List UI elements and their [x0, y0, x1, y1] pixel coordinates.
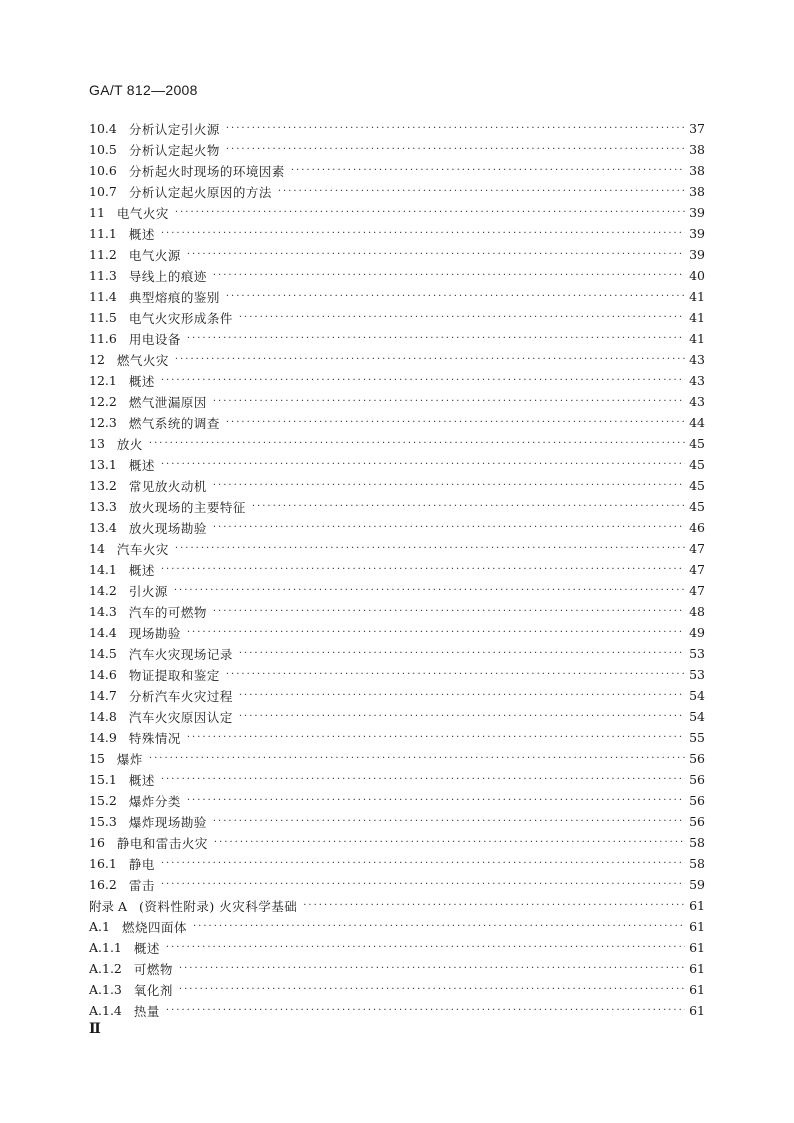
toc-entry-number: 16	[89, 835, 105, 850]
toc-entry-title: 雷击	[128, 877, 155, 893]
toc-entry-page: 53	[689, 667, 705, 682]
toc-entry-number: A.1	[89, 919, 110, 934]
toc-entry[interactable]	[89, 454, 705, 475]
toc-entry-page: 38	[689, 184, 705, 199]
toc-dot-leader	[213, 816, 685, 827]
toc-entry-title: 概述	[133, 940, 160, 956]
toc-entry-number: 10.5	[89, 142, 117, 157]
toc-entry-title: 引火源	[128, 583, 168, 599]
toc-entry[interactable]	[89, 160, 705, 181]
toc-entry-page: 45	[689, 436, 705, 451]
toc-entry-title: 燃气泄漏原因	[128, 394, 207, 410]
toc-dot-leader	[193, 921, 685, 932]
toc-entry-number: 11.6	[89, 331, 117, 346]
toc-entry-page: 45	[689, 499, 705, 514]
toc-entry-number: A.1.2	[89, 961, 122, 976]
toc-entry-number: 14.4	[89, 625, 117, 640]
toc-entry-page: 40	[689, 268, 705, 283]
toc-entry-number: 11.5	[89, 310, 117, 325]
toc-entry-title: 汽车的可燃物	[128, 604, 207, 620]
toc-entry-title: 燃气系统的调查	[128, 415, 220, 431]
toc-entry[interactable]	[89, 748, 705, 769]
toc-entry-title: 电气火灾形成条件	[128, 310, 233, 326]
toc-dot-leader	[214, 837, 685, 848]
toc-entry[interactable]	[89, 244, 705, 265]
toc-entry-number: 11.2	[89, 247, 117, 262]
toc-entry[interactable]	[89, 328, 705, 349]
toc-entry-title: 静电和雷击火灾	[116, 835, 208, 851]
toc-entry-page: 53	[689, 646, 705, 661]
toc-entry[interactable]	[89, 916, 705, 937]
toc-entry-number: 16.1	[89, 856, 117, 871]
toc-entry-page: 43	[689, 352, 705, 367]
toc-entry[interactable]	[89, 475, 705, 496]
toc-entry-title: 概述	[128, 562, 155, 578]
toc-entry-title: 放火现场的主要特征	[128, 499, 246, 515]
table-of-contents	[89, 118, 705, 1021]
toc-dot-leader	[278, 186, 685, 197]
toc-dot-leader	[187, 627, 685, 638]
toc-entry[interactable]	[89, 706, 705, 727]
toc-dot-leader	[213, 480, 685, 491]
toc-entry-title: 物证提取和鉴定	[128, 667, 220, 683]
toc-entry-title: 爆炸现场勘验	[128, 814, 207, 830]
toc-dot-leader	[161, 564, 685, 575]
toc-entry-page: 61	[689, 1003, 705, 1018]
toc-entry-page: 39	[689, 247, 705, 262]
toc-entry[interactable]	[89, 643, 705, 664]
toc-entry-page: 56	[689, 751, 705, 766]
toc-entry-number: 13.3	[89, 499, 117, 514]
toc-entry-title: 现场勘验	[128, 625, 181, 641]
toc-entry-title: 分析起火时现场的环境因素	[128, 163, 285, 179]
toc-entry-number: 16.2	[89, 877, 117, 892]
toc-entry-number: 14.2	[89, 583, 117, 598]
toc-entry-number: 11.3	[89, 268, 117, 283]
toc-dot-leader	[161, 858, 685, 869]
toc-entry-title: 放火现场勘验	[128, 520, 207, 536]
toc-dot-leader	[226, 291, 685, 302]
toc-entry-page: 48	[689, 604, 705, 619]
toc-entry[interactable]	[89, 181, 705, 202]
toc-entry-page: 61	[689, 898, 705, 913]
toc-entry-title: 汽车火灾现场记录	[128, 646, 233, 662]
toc-entry-number: A.1.4	[89, 1003, 122, 1018]
toc-entry[interactable]	[89, 517, 705, 538]
toc-dot-leader	[179, 984, 685, 995]
toc-entry[interactable]	[89, 853, 705, 874]
toc-entry-number: 15.3	[89, 814, 117, 829]
toc-dot-leader	[226, 417, 685, 428]
toc-dot-leader	[239, 648, 685, 659]
toc-entry[interactable]	[89, 874, 705, 895]
toc-dot-leader	[252, 501, 685, 512]
toc-dot-leader	[291, 165, 685, 176]
toc-entry-title: 热量	[133, 1003, 160, 1019]
toc-entry[interactable]	[89, 769, 705, 790]
toc-entry-title: 用电设备	[128, 331, 181, 347]
toc-entry-page: 56	[689, 793, 705, 808]
toc-entry-title: 特殊情况	[128, 730, 181, 746]
toc-entry-number: 14.3	[89, 604, 117, 619]
toc-entry[interactable]	[89, 685, 705, 706]
toc-entry-title: 汽车火灾原因认定	[128, 709, 233, 725]
toc-entry-page: 41	[689, 310, 705, 325]
toc-entry-number: 11.1	[89, 226, 117, 241]
toc-entry-title: 典型熔痕的鉴别	[128, 289, 220, 305]
toc-entry-page: 47	[689, 541, 705, 556]
toc-entry-page: 49	[689, 625, 705, 640]
toc-entry-page: 46	[689, 520, 705, 535]
toc-entry[interactable]	[89, 622, 705, 643]
toc-entry[interactable]	[89, 202, 705, 223]
toc-dot-leader	[213, 522, 685, 533]
toc-entry-number: 13.1	[89, 457, 117, 472]
toc-entry-page: 37	[689, 121, 705, 136]
toc-entry-title: 燃烧四面体	[121, 919, 187, 935]
toc-dot-leader	[187, 333, 685, 344]
toc-entry-title: 电气火灾	[116, 205, 169, 221]
toc-entry-title: 分析认定引火源	[128, 121, 220, 137]
toc-entry-page: 41	[689, 289, 705, 304]
toc-entry-page: 39	[689, 226, 705, 241]
toc-dot-leader	[226, 123, 685, 134]
toc-dot-leader	[161, 879, 685, 890]
toc-entry-title: 爆炸分类	[128, 793, 181, 809]
toc-entry-page: 55	[689, 730, 705, 745]
toc-entry[interactable]	[89, 559, 705, 580]
toc-dot-leader	[239, 690, 685, 701]
toc-entry-page: 47	[689, 562, 705, 577]
toc-entry[interactable]	[89, 727, 705, 748]
toc-entry[interactable]	[89, 580, 705, 601]
toc-entry-title: 静电	[128, 856, 155, 872]
toc-entry-number: 10.4	[89, 121, 117, 136]
toc-dot-leader	[239, 312, 685, 323]
toc-entry-number: 14.8	[89, 709, 117, 724]
toc-entry-number: 12.2	[89, 394, 117, 409]
toc-dot-leader	[303, 900, 685, 911]
toc-dot-leader	[179, 963, 685, 974]
toc-entry-title: 放火	[116, 436, 143, 452]
toc-entry-title: 电气火源	[128, 247, 181, 263]
toc-entry-number: 14.9	[89, 730, 117, 745]
toc-dot-leader	[226, 669, 685, 680]
toc-entry-title: 概述	[128, 226, 155, 242]
toc-entry-title: 导线上的痕迹	[128, 268, 207, 284]
toc-entry-page: 61	[689, 961, 705, 976]
toc-entry[interactable]	[89, 349, 705, 370]
toc-entry-number: 15	[89, 751, 105, 766]
toc-entry-title: 常见放火动机	[128, 478, 207, 494]
toc-dot-leader	[161, 459, 685, 470]
toc-entry-page: 45	[689, 478, 705, 493]
toc-entry-page: 61	[689, 940, 705, 955]
toc-entry-number: A.1.3	[89, 982, 122, 997]
toc-entry-number: 11.4	[89, 289, 117, 304]
toc-entry[interactable]	[89, 664, 705, 685]
toc-entry-page: 41	[689, 331, 705, 346]
toc-entry-number: 13.4	[89, 520, 117, 535]
toc-entry-title: 燃气火灾	[116, 352, 169, 368]
toc-entry-title: 概述	[128, 457, 155, 473]
toc-entry-page: 54	[689, 709, 705, 724]
toc-entry[interactable]	[89, 832, 705, 853]
toc-dot-leader	[175, 207, 685, 218]
toc-entry-page: 47	[689, 583, 705, 598]
toc-entry-page: 61	[689, 982, 705, 997]
toc-entry-title: 分析认定起火原因的方法	[128, 184, 272, 200]
toc-entry[interactable]	[89, 412, 705, 433]
toc-dot-leader	[175, 354, 685, 365]
toc-entry-number: 15.2	[89, 793, 117, 808]
toc-entry-page: 58	[689, 835, 705, 850]
toc-entry-title: 爆炸	[116, 751, 143, 767]
toc-entry-page: 56	[689, 814, 705, 829]
toc-entry-page: 38	[689, 163, 705, 178]
toc-entry[interactable]	[89, 895, 705, 916]
toc-entry-number: 12	[89, 352, 105, 367]
toc-entry-title: 分析认定起火物	[128, 142, 220, 158]
toc-entry-number: 14.1	[89, 562, 117, 577]
toc-entry[interactable]	[89, 1000, 705, 1021]
toc-entry[interactable]	[89, 811, 705, 832]
toc-entry-title: 概述	[128, 373, 155, 389]
toc-entry-number: 14.5	[89, 646, 117, 661]
toc-entry[interactable]	[89, 538, 705, 559]
toc-entry-page: 44	[689, 415, 705, 430]
toc-entry-page: 43	[689, 394, 705, 409]
toc-entry-title: 分析汽车火灾过程	[128, 688, 233, 704]
toc-entry[interactable]	[89, 307, 705, 328]
toc-dot-leader	[174, 585, 685, 596]
toc-entry[interactable]	[89, 790, 705, 811]
toc-entry-number: 13	[89, 436, 105, 451]
toc-entry-number: A.1.1	[89, 940, 122, 955]
toc-entry-page: 45	[689, 457, 705, 472]
document-code-header: GA/T 812—2008	[89, 82, 198, 98]
page-number-footer: Ⅱ	[89, 1022, 101, 1037]
toc-dot-leader	[161, 774, 685, 785]
toc-entry-number: 10.6	[89, 163, 117, 178]
toc-entry-number: 11	[89, 205, 105, 220]
toc-dot-leader	[166, 942, 685, 953]
toc-entry-number: 12.3	[89, 415, 117, 430]
toc-entry-page: 59	[689, 877, 705, 892]
toc-entry[interactable]	[89, 391, 705, 412]
toc-entry-number: 附录 A	[89, 898, 128, 914]
toc-entry[interactable]	[89, 601, 705, 622]
toc-dot-leader	[226, 144, 685, 155]
toc-dot-leader	[187, 732, 685, 743]
toc-dot-leader	[213, 270, 685, 281]
toc-entry[interactable]	[89, 286, 705, 307]
toc-entry-page: 58	[689, 856, 705, 871]
toc-entry[interactable]	[89, 370, 705, 391]
toc-entry-page: 38	[689, 142, 705, 157]
toc-entry-title: (资料性附录) 火灾科学基础	[139, 898, 298, 914]
toc-entry[interactable]	[89, 139, 705, 160]
toc-entry[interactable]	[89, 118, 705, 139]
toc-entry[interactable]	[89, 496, 705, 517]
toc-entry[interactable]	[89, 265, 705, 286]
toc-entry[interactable]	[89, 223, 705, 244]
toc-entry-page: 61	[689, 919, 705, 934]
toc-entry-page: 56	[689, 772, 705, 787]
toc-entry-number: 13.2	[89, 478, 117, 493]
toc-entry-title: 汽车火灾	[116, 541, 169, 557]
toc-entry-title: 可燃物	[133, 961, 173, 977]
toc-entry[interactable]	[89, 958, 705, 979]
toc-entry-page: 43	[689, 373, 705, 388]
toc-entry-page: 39	[689, 205, 705, 220]
toc-dot-leader	[175, 543, 685, 554]
toc-entry-title: 概述	[128, 772, 155, 788]
toc-entry-number: 12.1	[89, 373, 117, 388]
toc-dot-leader	[187, 795, 685, 806]
toc-dot-leader	[213, 606, 685, 617]
toc-entry-number: 10.7	[89, 184, 117, 199]
toc-entry[interactable]	[89, 937, 705, 958]
toc-entry[interactable]	[89, 979, 705, 1000]
toc-dot-leader	[149, 753, 685, 764]
toc-dot-leader	[149, 438, 685, 449]
toc-entry-title: 氧化剂	[133, 982, 173, 998]
toc-dot-leader	[213, 396, 685, 407]
toc-entry-number: 14	[89, 541, 105, 556]
toc-entry-page: 54	[689, 688, 705, 703]
toc-dot-leader	[187, 249, 685, 260]
toc-dot-leader	[166, 1005, 685, 1016]
toc-entry-number: 14.7	[89, 688, 117, 703]
toc-dot-leader	[161, 375, 685, 386]
toc-entry-number: 14.6	[89, 667, 117, 682]
toc-dot-leader	[239, 711, 685, 722]
toc-dot-leader	[161, 228, 685, 239]
toc-entry[interactable]	[89, 433, 705, 454]
toc-entry-number: 15.1	[89, 772, 117, 787]
